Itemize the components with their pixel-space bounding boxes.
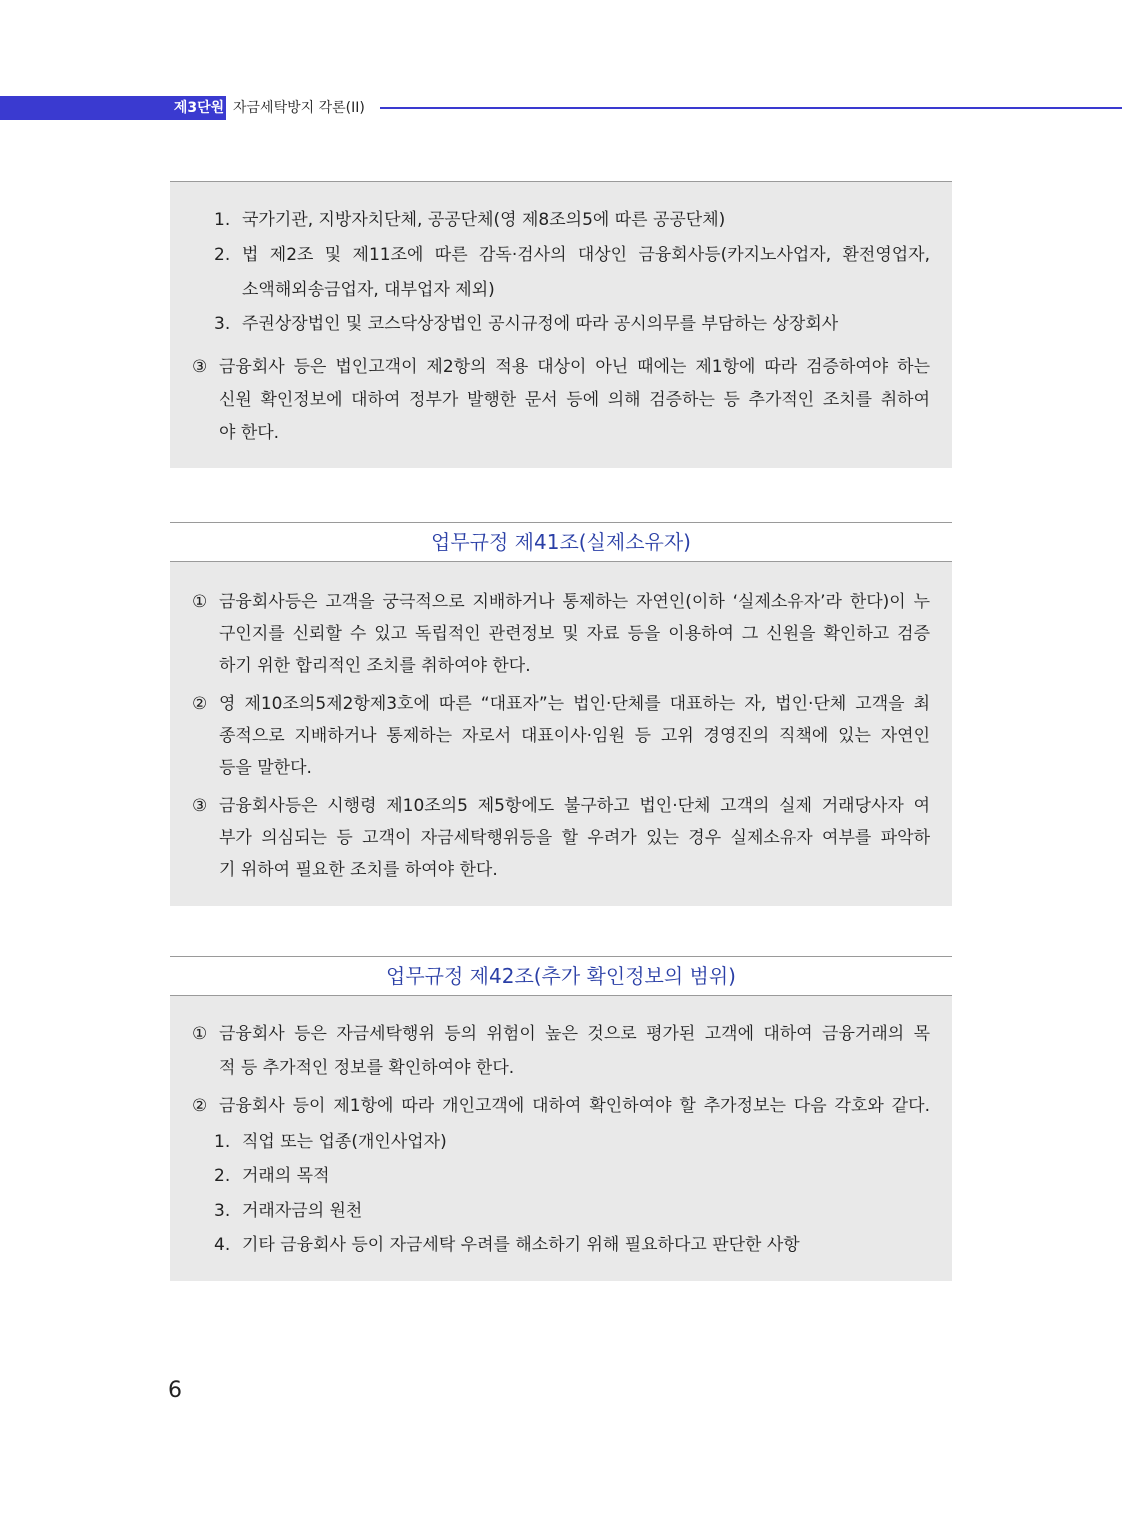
paragraph-line: 부가 의심되는 등 고객이 자금세탁행위등을 할 우려가 있는 경우 실제소유자 여부를 파악하 [219, 828, 930, 848]
running-header [0, 96, 1122, 120]
paragraph-line: 금융회사 등은 법인고객이 제2항의 적용 대상이 아닌 때에는 제1항에 따라 검증하여야 하는 [219, 357, 930, 377]
header-rule [380, 107, 1122, 109]
unit-badge: 제3단원 [173, 100, 225, 116]
paragraph-line: 영 제10조의5제2항제3호에 따른 “대표자”는 법인·단체를 대표하는 자, 법인·단체 고객을 최 [219, 694, 930, 714]
list-item: 4. 기타 금융회사 등이 자금세탁 우려를 해소하기 위해 필요하다고 판단한 사항 [214, 1235, 800, 1255]
paragraph-line: 종적으로 지배하거나 통제하는 자로서 대표이사·임원 등 고위 경영진의 직책에 있는 자연인 [219, 726, 930, 746]
article-41-title: 업무규정 제41조(실제소유자) [170, 522, 952, 562]
paragraph-line: 금융회사 등이 제1항에 따라 개인고객에 대하여 확인하여야 할 추가정보는 다음 각호와 같다. [219, 1096, 930, 1116]
paragraph-marker: ② [192, 694, 208, 714]
list-item: 3. 주권상장법인 및 코스닥상장법인 공시규정에 따라 공시의무를 부담하는 상장회사 [214, 314, 839, 334]
paragraph-line: 적 등 추가적인 정보를 확인하여야 한다. [219, 1058, 515, 1078]
paragraph-marker: ③ [192, 357, 208, 377]
paragraph-marker: ③ [192, 796, 208, 816]
page-number: 6 [168, 1378, 182, 1403]
list-item: 1. 국가기관, 지방자치단체, 공공단체(영 제8조의5에 따른 공공단체) [214, 210, 726, 230]
paragraph-line: 하기 위한 합리적인 조치를 취하여야 한다. [219, 656, 531, 676]
paragraph-line: 등을 말한다. [219, 758, 312, 778]
list-item: 2. 법 제2조 및 제11조에 따른 감독·검사의 대상인 금융회사등(카지노사업자, 환전영업자, [214, 245, 930, 265]
paragraph-line: 신원 확인정보에 대하여 정부가 발행한 문서 등에 의해 검증하는 등 추가적인 조치를 취하여 [219, 390, 930, 410]
paragraph-line: 금융회사등은 시행령 제10조의5 제5항에도 불구하고 법인·단체 고객의 실제 거래당사자 여 [219, 796, 930, 816]
paragraph-line: 야 한다. [219, 423, 280, 443]
list-item-continuation: 소액해외송금업자, 대부업자 제외) [242, 280, 495, 300]
paragraph-line: 구인지를 신뢰할 수 있고 독립적인 관련정보 및 자료 등을 이용하여 그 신원을 확인하고 검증 [219, 624, 930, 644]
paragraph-line: 기 위하여 필요한 조치를 하여야 한다. [219, 860, 498, 880]
list-item: 1. 직업 또는 업종(개인사업자) [214, 1132, 447, 1152]
paragraph-marker: ① [192, 592, 208, 612]
paragraph-marker: ② [192, 1096, 208, 1116]
paragraph-marker: ① [192, 1024, 208, 1044]
paragraph-line: 금융회사 등은 자금세탁행위 등의 위험이 높은 것으로 평가된 고객에 대하여 금융거래의 목 [219, 1024, 930, 1044]
list-item: 2. 거래의 목적 [214, 1166, 330, 1186]
article-42-title: 업무규정 제42조(추가 확인정보의 범위) [170, 956, 952, 996]
section-title: 자금세탁방지 각론(II) [233, 100, 365, 116]
paragraph-line: 금융회사등은 고객을 궁극적으로 지배하거나 통제하는 자연인(이하 ‘실제소유자’라 한다)이 누 [219, 592, 930, 612]
list-item: 3. 거래자금의 원천 [214, 1201, 363, 1221]
